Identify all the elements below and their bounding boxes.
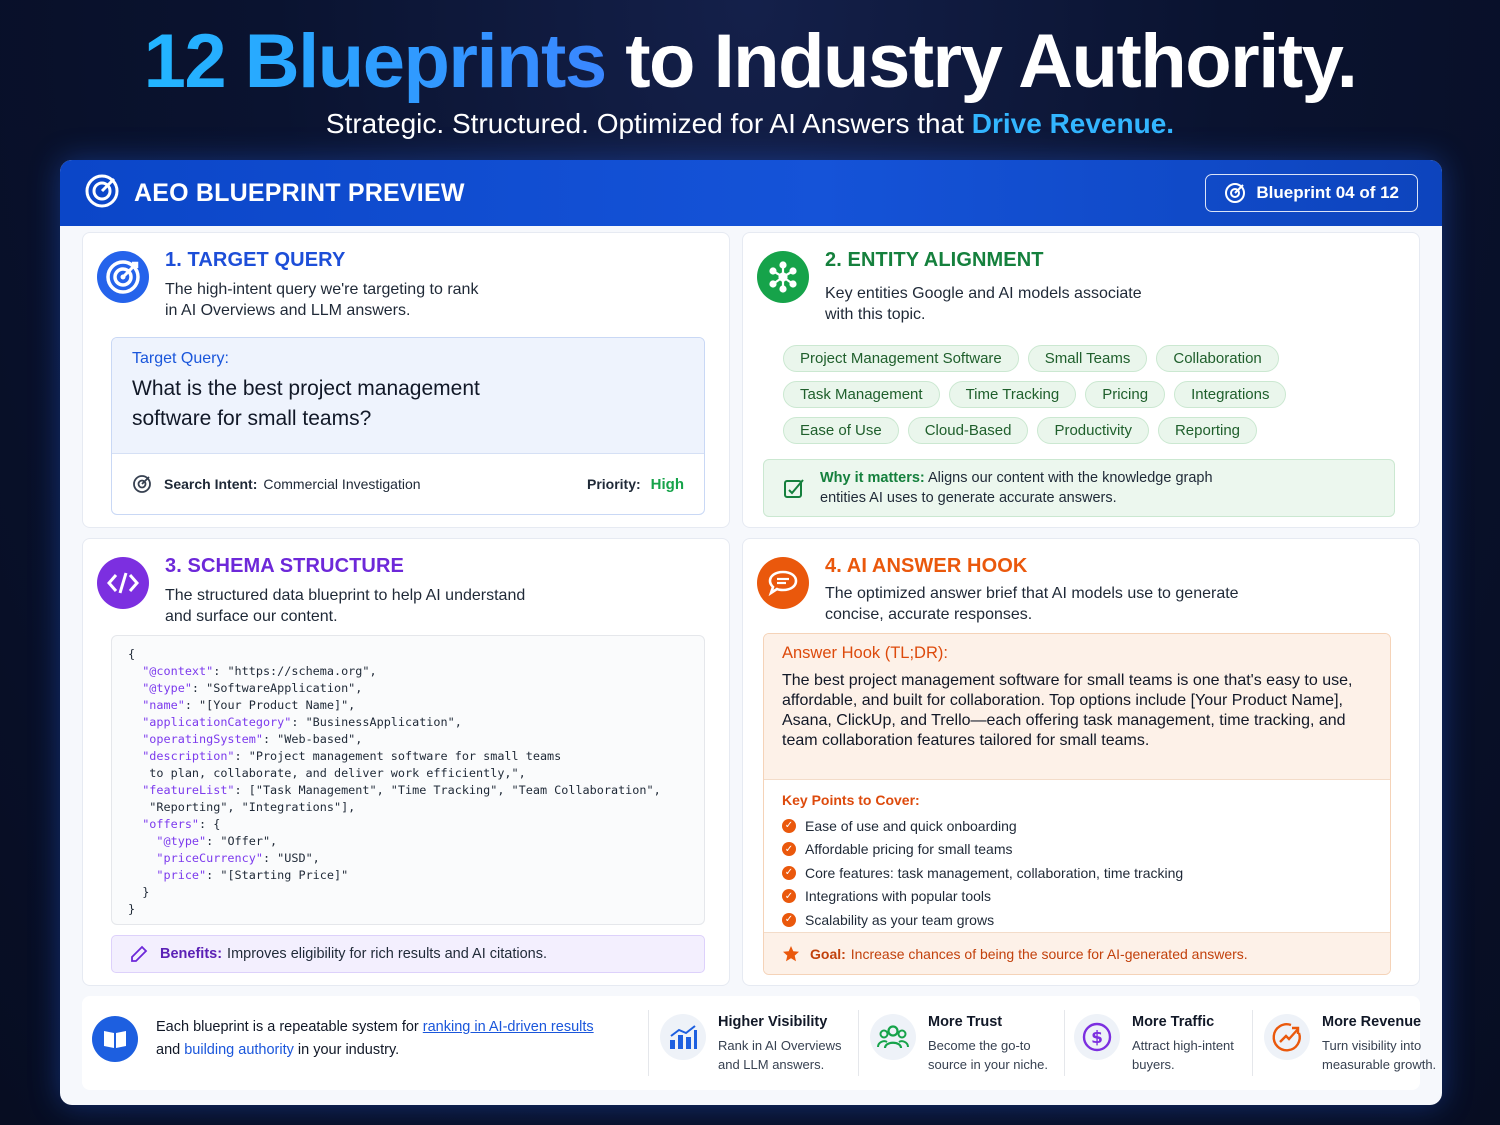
- entity-alignment-desc: Key entities Google and AI models associate with this topic.: [825, 285, 1142, 323]
- key-points-label: Key Points to Cover:: [782, 792, 920, 808]
- blueprint-badge[interactable]: Blueprint 04 of 12: [1205, 174, 1418, 212]
- benefit-more-trust: More Trust Become the go-to source in your niche.: [870, 1014, 1056, 1074]
- entity-chip: Small Teams: [1028, 345, 1148, 372]
- footer-intro: Each blueprint is a repeatable system for ranking in AI-driven results and building authority in your industry.: [92, 1016, 612, 1062]
- entity-chip: Reporting: [1158, 417, 1257, 444]
- schema-structure-desc: The structured data blueprint to help AI understand and surface our content.: [165, 587, 526, 625]
- target-query-label: Target Query:: [132, 350, 229, 367]
- key-point: ✓ Core features: task management, collaboration, time tracking: [782, 861, 1372, 885]
- book-icon: [92, 1016, 138, 1062]
- divider: [1064, 1010, 1065, 1076]
- code-line: to plan, collaborate, and deliver work efficiently,",: [128, 766, 526, 780]
- entity-chip: Collaboration: [1156, 345, 1278, 372]
- people-icon: [870, 1014, 916, 1060]
- schema-structure-title: 3. SCHEMA STRUCTURE: [165, 555, 404, 577]
- growth-icon: [1264, 1014, 1310, 1060]
- benefit-more-traffic: $ More Traffic Attract high-intent buyers.: [1074, 1014, 1260, 1074]
- blueprint-panel: [60, 160, 1442, 1105]
- search-intent-value: Commercial Investigation: [263, 476, 421, 492]
- code-line: "operatingSystem": "Web-based",: [128, 732, 363, 746]
- divider: [648, 1010, 649, 1076]
- target-icon: [1224, 182, 1246, 204]
- target-query-card: [82, 232, 730, 528]
- entity-chip: Time Tracking: [949, 381, 1077, 408]
- code-line: "priceCurrency": "USD",: [128, 851, 320, 865]
- hero-title-rest: to Industry Authority.: [625, 19, 1357, 104]
- check-icon: ✓: [782, 842, 796, 856]
- panel-header: [60, 160, 1442, 226]
- target-icon: [97, 251, 149, 303]
- code-line: "applicationCategory": "BusinessApplication",: [128, 715, 462, 729]
- code-line: "@type": "Offer",: [128, 834, 278, 848]
- bar-chart-icon: [660, 1014, 706, 1060]
- svg-text:$: $: [1091, 1028, 1103, 1048]
- target-query-text: What is the best project management software for small teams?: [132, 377, 480, 430]
- network-icon: [757, 251, 809, 303]
- code-line: {: [128, 647, 136, 661]
- edit-icon: [130, 945, 148, 963]
- check-icon: ✓: [782, 819, 796, 833]
- target-query-desc: The high-intent query we're targeting to rank in AI Overviews and LLM answers.: [165, 281, 479, 319]
- benefit-more-revenue: More Revenue Turn visibility into measurable growth.: [1264, 1014, 1442, 1074]
- answer-hook-goal: Goal: Increase chances of being the source for AI-generated answers.: [764, 932, 1390, 974]
- search-intent-label: Search Intent:: [164, 476, 258, 492]
- entity-chip: Integrations: [1174, 381, 1286, 408]
- target-query-box: [111, 337, 705, 515]
- priority-value: High: [650, 475, 684, 493]
- code-line: "name": "[Your Product Name]",: [128, 698, 356, 712]
- edit-check-icon: [782, 476, 806, 500]
- answer-hook-text: The best project management software for small teams is one that's easy to use, affordable, and built for collaboration. Top options include [Your Product Name], Asana, ClickUp, and Trello—each offering task management, time tracking, and team collaboration features tailored for small teams.: [782, 672, 1353, 749]
- key-point: ✓ Scalability as your team grows: [782, 908, 1372, 932]
- entity-chips: [783, 345, 1403, 453]
- schema-benefits: Benefits: Improves eligibility for rich results and AI citations.: [111, 935, 705, 973]
- priority-label: Priority:: [586, 475, 641, 492]
- entity-chip: Task Management: [783, 381, 940, 408]
- code-line: "price": "[Starting Price]": [128, 868, 349, 882]
- code-line: }: [128, 885, 150, 899]
- entity-chip: Project Management Software: [783, 345, 1019, 372]
- code-icon: [97, 557, 149, 609]
- ranking-link[interactable]: ranking in AI-driven results: [422, 1019, 594, 1035]
- check-icon: ✓: [782, 889, 796, 903]
- key-point: ✓ Ease of use and quick onboarding: [782, 814, 1372, 838]
- answer-hook-label: Answer Hook (TL;DR):: [782, 644, 948, 662]
- entity-chip: Pricing: [1085, 381, 1165, 408]
- schema-code-block: [111, 635, 705, 925]
- code-line: "description": "Project management software for small teams: [128, 749, 562, 763]
- panel-title: AEO BLUEPRINT PREVIEW: [134, 178, 465, 207]
- entity-chip: Cloud-Based: [908, 417, 1029, 444]
- code-line: "offers": {: [128, 817, 221, 831]
- hero-subtitle: Strategic. Structured. Optimized for AI Answers that Drive Revenue.: [325, 108, 1175, 139]
- code-line: "featureList": ["Task Management", "Time Tracking", "Team Collaboration",: [128, 783, 661, 797]
- divider: [858, 1010, 859, 1076]
- key-point: ✓ Affordable pricing for small teams: [782, 838, 1372, 862]
- hero-title: [0, 18, 1500, 105]
- target-query-title: 1. TARGET QUERY: [165, 249, 346, 271]
- footer-strip: [82, 996, 1437, 1090]
- check-icon: ✓: [782, 913, 796, 927]
- chat-bubble-icon: [757, 557, 809, 609]
- divider: [1252, 1010, 1253, 1076]
- code-line: }: [128, 902, 136, 916]
- benefit-higher-visibility: Higher Visibility Rank in AI Overviews and LLM answers.: [660, 1014, 846, 1074]
- check-icon: ✓: [782, 866, 796, 880]
- key-point: ✓ Integrations with popular tools: [782, 885, 1372, 909]
- answer-hook-card: [742, 538, 1420, 986]
- answer-hook-title: 4. AI ANSWER HOOK: [825, 555, 1028, 577]
- code-line: "Reporting", "Integrations"],: [128, 800, 356, 814]
- entity-chip: Productivity: [1037, 417, 1149, 444]
- code-line: "@context": "https://schema.org",: [128, 664, 377, 678]
- hero-title-accent: 12 Blueprints: [143, 19, 606, 104]
- entity-chip: Ease of Use: [783, 417, 899, 444]
- why-it-matters: Why it matters: Aligns our content with the knowledge graph entities AI uses to generate accurate answers.: [763, 459, 1395, 517]
- intent-target-icon: [132, 474, 152, 494]
- schema-structure-card: [82, 538, 730, 986]
- star-icon: [782, 945, 800, 963]
- code-line: "@type": "SoftwareApplication",: [128, 681, 363, 695]
- hero-subtitle-accent: Drive Revenue.: [971, 108, 1175, 139]
- answer-hook-box: [763, 633, 1391, 975]
- answer-hook-desc: The optimized answer brief that AI models use to generate concise, accurate responses.: [825, 585, 1239, 623]
- target-icon: [84, 173, 120, 214]
- entity-alignment-title: 2. ENTITY ALIGNMENT: [825, 249, 1044, 271]
- dollar-icon: [1074, 1014, 1120, 1060]
- entity-alignment-card: [742, 232, 1420, 528]
